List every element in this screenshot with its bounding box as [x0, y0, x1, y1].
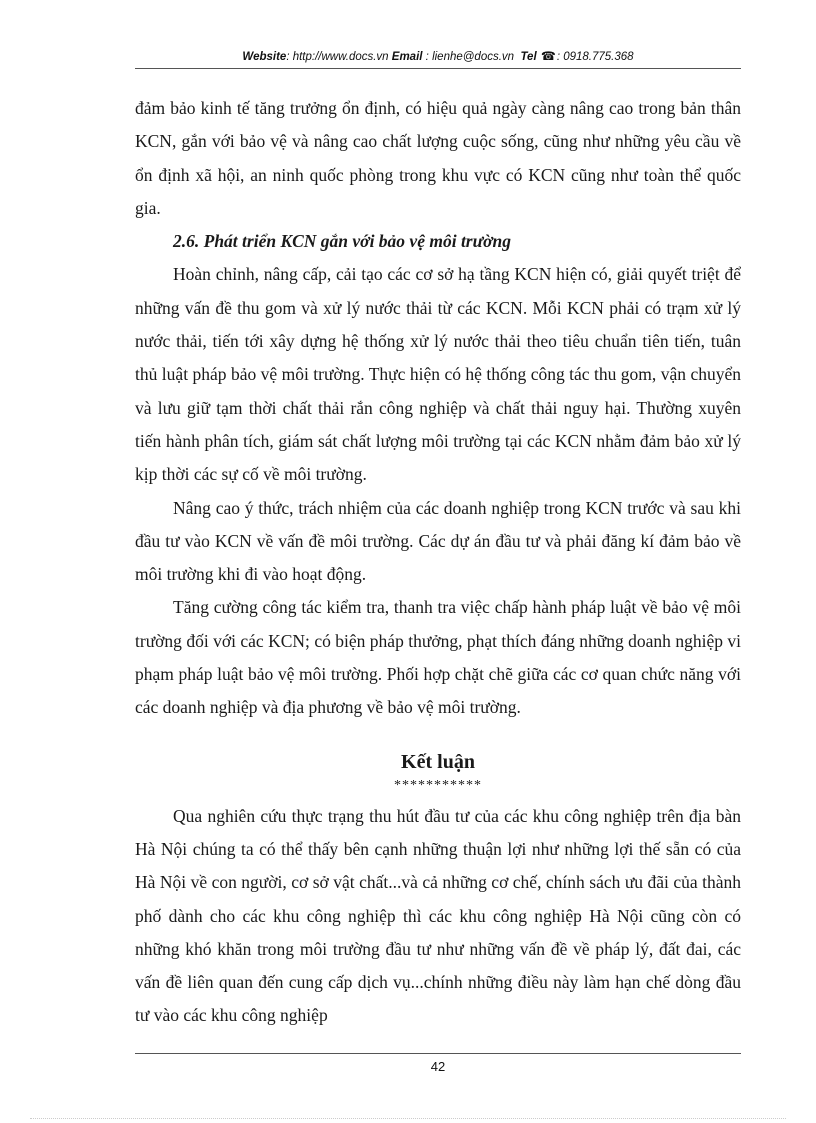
- page-number: 42: [430, 1059, 446, 1074]
- paragraph-awareness: Nâng cao ý thức, trách nhiệm của các doanh nghiệp trong KCN trước và sau khi đầu tư vào KCN về vấn đề môi trường. Các dự án đầu tư và phải đăng kí đảm bảo về môi trường khi đi vào hoạt động.: [135, 497, 741, 585]
- page-footer: [135, 1053, 741, 1074]
- conclusion-title: Kết luận: [401, 750, 475, 773]
- conclusion-paragraph: Qua nghiên cứu thực trạng thu hút đầu tư của các khu công nghiệp trên địa bàn Hà Nội chúng ta có thể thấy bên cạnh những thuận lợi như những lợi thế sẵn có của Hà Nội về con người, cơ sở vật chất...và cả những cơ chế, chính sách ưu đãi của thành phố dành cho các khu công nghiệp thì các khu công nghiệp Hà Nội cũng còn có những khó khăn trong môi trường đầu tư như những vấn đề về pháp lý, đất đai, các vấn đề liên quan đến cung cấp dịch vụ...chính những điều này làm hạn chế dòng đầu tư vào các khu công nghiệp: [135, 805, 741, 1026]
- website-url[interactable]: http://www.docs.vn: [292, 51, 389, 63]
- tel-label: Tel: [520, 51, 537, 63]
- paragraph-infrastructure: Hoàn chỉnh, nâng cấp, cải tạo các cơ sở hạ tầng KCN hiện có, giải quyết triệt để những vấn đề thu gom và xử lý nước thải từ các KCN. Mỗi KCN phải có trạm xử lý nước thải, tiến tới xây dựng hệ thống xử lý nước thải theo tiêu chuẩn tiên tiến, tuân thủ luật pháp bảo vệ môi trường. Thực hiện có hệ thống công tác thu gom, vận chuyển và lưu giữ tạm thời chất thải rắn công nghiệp và chất thải nguy hại. Thường xuyên tiến hành phân tích, giám sát chất lượng môi trường tại các KCN nhằm đảm bảo xử lý kịp thời các sự cố về môi trường.: [135, 264, 741, 485]
- paragraph-inspection: Tăng cường công tác kiểm tra, thanh tra việc chấp hành pháp luật về bảo vệ môi trường đối với các KCN; có biện pháp thưởng, phạt thích đáng những doanh nghiệp vi phạm pháp luật bảo vệ môi trường. Phối hợp chặt chẽ giữa các cơ quan chức năng với các doanh nghiệp và địa phương về bảo vệ môi trường.: [135, 597, 741, 718]
- page-bottom-divider: [30, 1118, 786, 1119]
- website-separator: :: [286, 51, 293, 63]
- section-heading: 2.6. Phát triển KCN gắn với bảo vệ môi trường: [173, 231, 511, 252]
- document-body: [135, 92, 741, 1033]
- website-label: Website: [242, 51, 287, 63]
- stars-divider: ***********: [394, 777, 482, 793]
- tel-value: : 0918.775.368: [556, 51, 634, 63]
- page-header: [135, 48, 741, 69]
- email-value[interactable]: lienhe@docs.vn: [432, 51, 515, 63]
- email-separator: :: [422, 51, 433, 63]
- phone-icon: ☎: [540, 49, 556, 63]
- email-label: Email: [391, 51, 423, 63]
- intro-paragraph: đảm bảo kinh tế tăng trưởng ổn định, có hiệu quả ngày càng nâng cao trong bản thân KCN, gắn với bảo vệ và nâng cao chất lượng cuộc sống, cũng như những yêu cầu về ổn định xã hội, an ninh quốc phòng trong khu vực có KCN cũng như toàn thể quốc gia.: [135, 98, 741, 218]
